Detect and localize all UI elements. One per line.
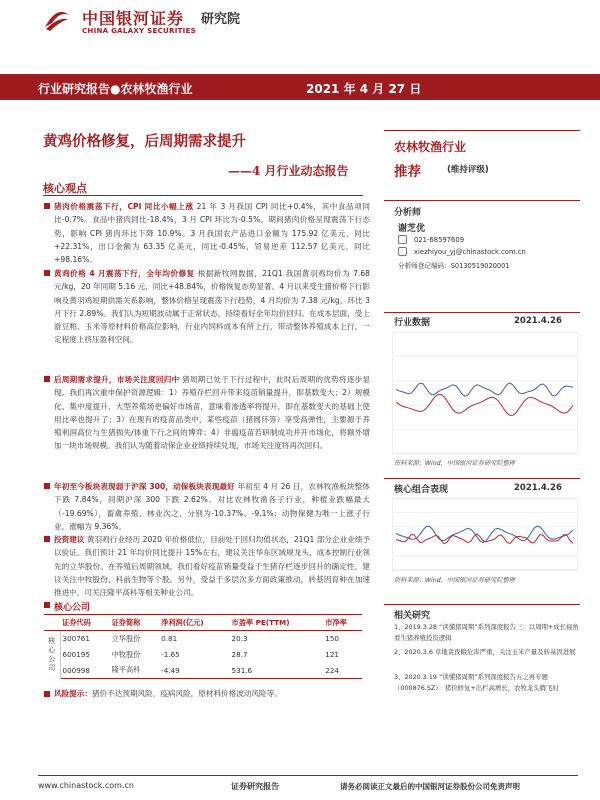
table-cell: 立华股份 xyxy=(111,633,141,643)
bullet-square-icon xyxy=(44,203,50,209)
right-rule xyxy=(384,312,580,313)
portfolio-heading: 核心组合表现 xyxy=(394,485,449,495)
table-cell: 600195 xyxy=(62,650,90,659)
paragraph-body: 黄羽鸡行业经历 2020 年价格低位，目前处于回归均值状态，21Q1 部分企业业绩予以验证。我们预计 21 年均价同比提升 15%左右，建议关注华东区域规龙头、成本控制行业领先的立华股份。在养殖后周期领域，我们看好疫苗销量受益于生猪存栏逐步回升的确定性，建议关注中牧股份、科前生物等个股。另外，受益于多层次多方面政策推动，转基因育种在加速推进中，可关注隆平高科等相关种业公司。 xyxy=(54,535,371,598)
table-cell: 531.6 xyxy=(230,663,324,679)
paragraph-investment xyxy=(54,533,370,599)
analyst-email: xiezhiyou_yj@chinastock.com.cn xyxy=(414,248,526,256)
chart-source: 资料来源：Wind，中国银河证券研究院整理 xyxy=(394,460,515,467)
paragraph-post-cycle xyxy=(54,373,370,453)
industry-data-date: 2021.4.26 xyxy=(514,316,562,326)
footer-rule xyxy=(38,775,578,776)
related-research-heading: 相关研究 xyxy=(394,611,431,621)
dept-label: 研究院 xyxy=(201,12,241,27)
table-cell: 300761 xyxy=(62,634,90,644)
related-item: 2、2020.3.6 草地贪夜蛾危害严重，关注玉米产量及转基因进展 xyxy=(394,648,576,656)
brand-name-cn: 中国银河证券 xyxy=(82,9,185,28)
footer-url[interactable]: www.chinastock.com.cn xyxy=(38,781,134,790)
table-cell: -1.65 xyxy=(161,650,180,659)
analyst-phone: 021-68597609 xyxy=(414,236,465,244)
paragraph-lead: 后周期需求提升，市场关注度回归中 xyxy=(54,375,180,384)
industry-data-chart xyxy=(392,332,578,454)
report-date: 2021 年 4 月 27 日 xyxy=(306,82,422,96)
column-header: 证券代码 xyxy=(60,615,110,631)
table-cell: -4.49 xyxy=(159,663,229,679)
bullet-square-icon xyxy=(44,536,50,542)
footer-disclaimer: 请务必阅读正文最后的中国银河证券股份公司免责声明 xyxy=(340,782,520,791)
portfolio-date: 2021.4.26 xyxy=(514,483,562,493)
email-icon xyxy=(398,247,407,256)
paragraph-lead: 投资建议 xyxy=(54,535,85,544)
column-header: 市净率 xyxy=(323,615,362,631)
related-item: 3、2020.3.19 “读懂猪周期”系列深度报告五之再专题（000876.SZ）：猪价修复+出栏高增长，农牧龙头腾飞时 xyxy=(394,673,559,692)
right-rule xyxy=(384,130,580,131)
portfolio-chart xyxy=(392,498,578,620)
paragraph-cpi xyxy=(54,200,370,266)
report-subtitle: ——4 月行业动态报告 xyxy=(228,164,349,178)
paragraph-yellow-chicken xyxy=(54,267,370,347)
bullet-square-icon xyxy=(44,691,50,697)
right-rule xyxy=(384,604,580,605)
galaxy-logo-icon xyxy=(42,7,72,33)
table-cell: 0.81 xyxy=(161,634,178,644)
table-cell: 121 xyxy=(325,650,339,659)
column-header: 净利润(亿元) xyxy=(159,615,229,631)
column-header: 市盈率 PE(TTM) xyxy=(230,615,324,631)
table-cell: 224 xyxy=(323,663,362,679)
analyst-registration: 分析师登记编码：S0130519020001 xyxy=(398,262,510,270)
paragraph-lead: 黄鸡价格 4 月震荡下行，全年均价修复 xyxy=(54,269,195,278)
table-cell: 20.3 xyxy=(231,634,248,644)
rating: 推荐 xyxy=(394,164,421,180)
table-cell: 隆平高科 xyxy=(110,663,160,679)
right-rule xyxy=(384,478,580,479)
report-header xyxy=(0,0,600,68)
risk-lead: 风险提示： xyxy=(54,689,92,698)
bullet-square-icon xyxy=(44,602,50,608)
rating-note: (维持评级) xyxy=(447,165,489,175)
brand-name-en: CHINA GALAXY SECURITIES xyxy=(82,27,196,35)
table-cell: 150 xyxy=(325,634,339,644)
table-row xyxy=(44,647,362,663)
related-item: 1、2019.3.28 “读懂猪周期”系列深度报告三：以周期+成长视角看生猪养殖投资逻辑 xyxy=(394,623,579,642)
risk-body: 猪价不达预期风险，疫病风险，原材料价格波动风险等。 xyxy=(91,689,282,698)
bullet-square-icon xyxy=(44,376,50,382)
analyst-heading: 分析师 xyxy=(394,208,422,218)
report-title: 黄鸡价格修复，后周期需求提升 xyxy=(43,133,246,150)
table-row xyxy=(44,631,362,647)
bullet-square-icon xyxy=(44,483,50,489)
table-header-row xyxy=(44,615,362,631)
core-view-heading: 核心观点 xyxy=(43,182,87,195)
paragraph-body: 猪周期已处于下行过程中，此时后周期的优势将逐步显现。我们再次重申保护资源逻辑：1）养殖存栏回升带来疫苗销量提升，即基数变大；2）规模化、集中度提升，大型养殖场更偏好市场苗，意味着渗透率将提升，即在基数变大的基础上使用比率也提升了；3）在现有的疫苗品类中，某些疫苗（猪圆环等）享受高弹性，主要源于养殖利润高位与生猪损失/体重下行之间的博弈；4）非瘟疫苗若研制成功并开市场化，将额外增加一块市场规模。我们认为随着动保企业业绩持续兑现，市场关注度将再次回归。 xyxy=(54,375,370,451)
column-header: 证券简称 xyxy=(110,615,160,631)
analyst-name: 谢芝优 xyxy=(398,224,426,234)
paragraph-body: 21 年 3 月我国 CPI 同比+0.4%，其中食品项同比-0.7%。食品中猪肉同比-18.4%，3 月 CPI 环比为-0.5%。期间猪肉价格呈现震荡下行态势，影响 CPI 猪肉环比下降 10.9%。3 月我国农产品进口金额为 175.92 亿美元，同比+22.31%，出口金额为 63.35 亿美元，同比-0.45%，贸易逆差 112.57 亿美元，同比+98.16%。 xyxy=(54,202,370,265)
paragraph-performance xyxy=(54,480,370,533)
paragraph-body: 根据新牧网数据，21Q1 我国黄羽鸡均价为 7.68 元/kg，20 年同期 5.16 元，同比+48.84%，价格恢复态势显著。4 月以来受生猪价格下行影响及黄羽鸡短期供需关系影响，整体价格呈现震荡下行趋势，4 月均价为 7.38 元/kg，环比 3 月下行 2.89%。我们认为短期波动属于正常状态，持续看好全年均价回归。在成本层面，受上游豆粕、玉米等原材料价格高位影响，行业内饲料成本有所上行，带动整体养殖成本上行，一定程度上挤压盈利空间。 xyxy=(54,269,370,345)
core-companies-table xyxy=(44,614,362,679)
footer-label: 证券研究报告 xyxy=(231,782,279,791)
table-cell: 000998 xyxy=(60,663,110,679)
phone-icon xyxy=(398,235,407,244)
industry-name: 农林牧渔行业 xyxy=(394,140,467,154)
chart-source: 资料来源：Wind，中国银河证券研究院整理 xyxy=(394,577,515,584)
table-row xyxy=(44,663,362,679)
table-cell: 中牧股份 xyxy=(111,649,141,659)
paragraph-body: 年初至 4 月 26 日，农林牧渔板块整体下跌 7.84%，同期沪深 300 下跌 2.62%。对比农林牧渔各子行业，种植业跌幅最大（-19.69%），畜禽养殖、林业次之，分别为-10.37%、-9.1%；动物保健为唯一上涨子行业，涨幅为 9.36%。 xyxy=(54,482,370,531)
right-rule xyxy=(384,200,580,201)
bullet-square-icon xyxy=(44,270,50,276)
section-divider xyxy=(43,195,363,196)
paragraph-lead: 猪肉价格震荡下行，CPI 同比小幅上涨 xyxy=(54,202,194,211)
core-companies-heading: 核心公司 xyxy=(54,603,91,613)
table-side-label: 核心公司 xyxy=(44,631,60,679)
industry-data-heading: 行业数据 xyxy=(394,318,431,328)
report-type: 行业研究报告●农林牧渔行业 xyxy=(38,82,193,96)
risk-warning xyxy=(54,688,370,700)
report-type-bar xyxy=(0,74,600,100)
table-cell: 28.7 xyxy=(231,650,248,659)
paragraph-lead: 年初至今板块表现弱于沪深 300，动保板块表现最好 xyxy=(54,482,235,491)
